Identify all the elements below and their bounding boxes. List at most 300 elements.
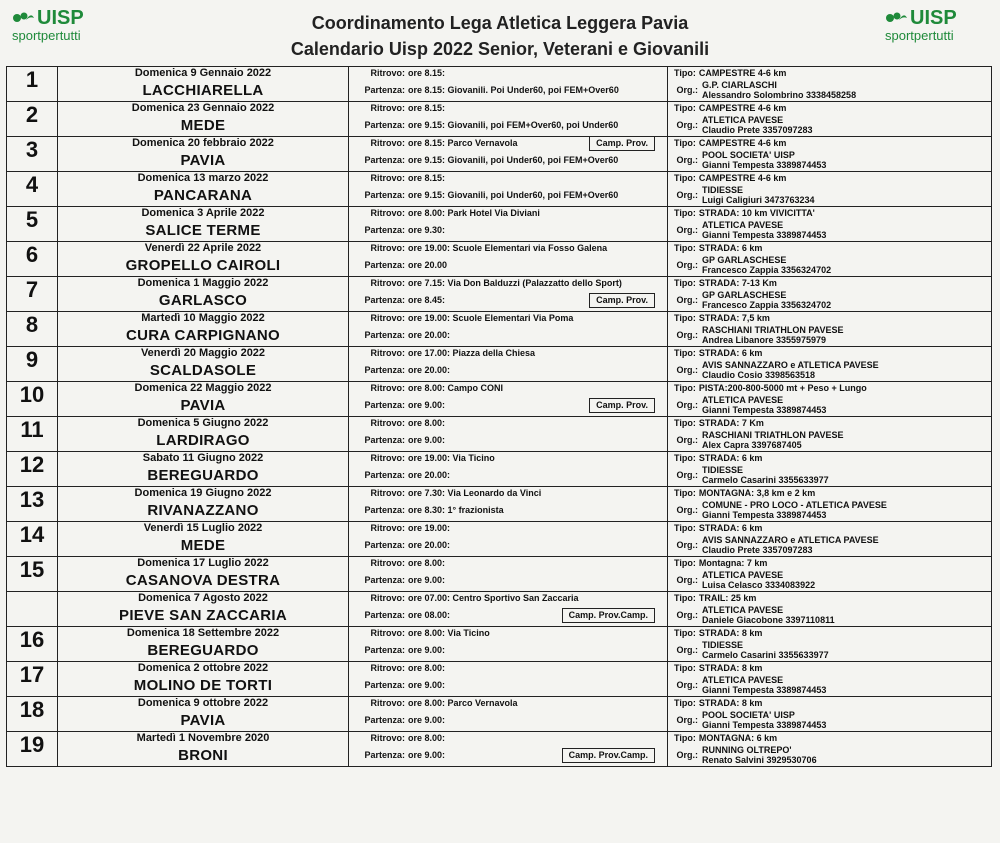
event-number: 10 bbox=[7, 382, 58, 417]
organizer-contact: Gianni Tempesta 3389874453 bbox=[702, 230, 827, 240]
tipo-label: Tipo: bbox=[674, 173, 696, 183]
ritrovo-value: ore 8.15: bbox=[408, 103, 446, 113]
event-location: LACCHIARELLA bbox=[142, 82, 264, 99]
partenza-value: ore 20.00: bbox=[408, 540, 451, 550]
event-cell bbox=[58, 347, 349, 382]
event-date: Domenica 18 Settembre 2022 bbox=[126, 627, 280, 639]
race-type: STRADA: 6 km bbox=[698, 348, 763, 358]
event-date: Domenica 20 febbraio 2022 bbox=[132, 137, 274, 149]
partenza-label: Partenza: bbox=[364, 645, 405, 655]
organizer-block bbox=[668, 149, 991, 171]
tipo-label: Tipo: bbox=[674, 453, 696, 463]
ritrovo-label: Ritrovo: bbox=[370, 383, 405, 393]
meeting-cell bbox=[349, 487, 668, 522]
partenza-label: Partenza: bbox=[364, 225, 405, 235]
event-location: PAVIA bbox=[180, 152, 226, 169]
race-type: CAMPESTRE 4-6 km bbox=[698, 103, 787, 113]
event-cell bbox=[58, 382, 349, 417]
partenza-line bbox=[349, 429, 667, 451]
event-date: Sabato 11 Giugno 2022 bbox=[142, 452, 264, 464]
ritrovo-label: Ritrovo: bbox=[370, 173, 405, 183]
organizer-block bbox=[668, 254, 991, 276]
partenza-label: Partenza: bbox=[364, 575, 405, 585]
event-number: 9 bbox=[7, 347, 58, 382]
org-label: Org.: bbox=[676, 575, 698, 585]
ritrovo-label: Ritrovo: bbox=[370, 593, 405, 603]
race-type-line bbox=[668, 102, 991, 114]
org-label: Org.: bbox=[676, 610, 698, 620]
event-number: 1 bbox=[7, 67, 58, 102]
race-type-line bbox=[668, 242, 991, 254]
race-type: STRADA: 10 km VIVICITTA' bbox=[698, 208, 815, 218]
tipo-label: Tipo: bbox=[674, 523, 696, 533]
table-row bbox=[7, 627, 992, 662]
event-number: 12 bbox=[7, 452, 58, 487]
event-number bbox=[7, 592, 58, 627]
ritrovo-value: ore 17.00: Piazza della Chiesa bbox=[408, 348, 536, 358]
race-type: CAMPESTRE 4-6 km bbox=[698, 138, 787, 148]
event-date: Domenica 17 Luglio 2022 bbox=[137, 557, 269, 569]
logo-tagline: sportpertutti bbox=[885, 28, 954, 43]
organizer-cell bbox=[668, 242, 992, 277]
meeting-cell bbox=[349, 67, 668, 102]
organizer-contact: Alex Capra 3397687405 bbox=[702, 440, 802, 450]
organizer-contact: Claudio Prete 3357097283 bbox=[702, 125, 813, 135]
tipo-label: Tipo: bbox=[674, 593, 696, 603]
table-row bbox=[7, 382, 992, 417]
event-location: SCALDASOLE bbox=[149, 362, 257, 379]
race-type-line bbox=[668, 732, 991, 744]
org-label: Org.: bbox=[676, 645, 698, 655]
event-number: 8 bbox=[7, 312, 58, 347]
meeting-cell bbox=[349, 522, 668, 557]
partenza-line bbox=[349, 79, 667, 101]
organizer-cell bbox=[668, 207, 992, 242]
organizer-name: TIDIESSE bbox=[702, 640, 744, 650]
event-cell bbox=[58, 417, 349, 452]
event-location: BEREGUARDO bbox=[147, 642, 259, 659]
race-type: MONTAGNA: 6 km bbox=[698, 733, 778, 743]
event-date: Domenica 9 Gennaio 2022 bbox=[134, 67, 272, 79]
document-titles bbox=[200, 10, 800, 62]
org-label: Org.: bbox=[676, 85, 698, 95]
partenza-value: ore 9.15: Giovanili, poi Under60, poi FEM+Over60 bbox=[408, 155, 619, 165]
organizer-name: ATLETICA PAVESE bbox=[702, 220, 784, 230]
table-row bbox=[7, 312, 992, 347]
organizer-cell bbox=[668, 557, 992, 592]
ritrovo-label: Ritrovo: bbox=[370, 558, 405, 568]
ritrovo-line bbox=[349, 242, 667, 254]
ritrovo-line bbox=[349, 522, 667, 534]
tipo-label: Tipo: bbox=[674, 103, 696, 113]
event-cell bbox=[58, 207, 349, 242]
organizer-details bbox=[698, 744, 817, 766]
ritrovo-line bbox=[349, 277, 667, 289]
logo-tagline: sportpertutti bbox=[12, 28, 81, 43]
org-label: Org.: bbox=[676, 435, 698, 445]
ritrovo-value: ore 8.00: bbox=[408, 733, 446, 743]
partenza-label: Partenza: bbox=[364, 295, 405, 305]
event-date: Martedì 1 Novembre 2020 bbox=[136, 732, 270, 744]
ritrovo-line bbox=[349, 417, 667, 429]
partenza-value: ore 9.00: bbox=[408, 400, 446, 410]
ritrovo-line bbox=[349, 172, 667, 184]
race-type-line bbox=[668, 522, 991, 534]
meeting-cell bbox=[349, 662, 668, 697]
event-number: 3 bbox=[7, 137, 58, 172]
ritrovo-label: Ritrovo: bbox=[370, 348, 405, 358]
event-location: BEREGUARDO bbox=[147, 467, 259, 484]
event-location: RIVANAZZANO bbox=[147, 502, 259, 519]
organizer-name: POOL SOCIETA' UISP bbox=[702, 150, 795, 160]
table-row bbox=[7, 207, 992, 242]
org-label: Org.: bbox=[676, 680, 698, 690]
tipo-label: Tipo: bbox=[674, 418, 696, 428]
event-location: MEDE bbox=[180, 117, 226, 134]
organizer-block bbox=[668, 709, 991, 731]
organizer-details bbox=[698, 534, 879, 556]
organizer-details bbox=[698, 79, 856, 101]
race-type: STRADA: 6 km bbox=[698, 453, 763, 463]
table-row bbox=[7, 732, 992, 767]
race-type-line bbox=[668, 487, 991, 499]
event-cell bbox=[58, 522, 349, 557]
table-row bbox=[7, 102, 992, 137]
organizer-name: G.P. CIARLASCHI bbox=[702, 80, 777, 90]
organizer-contact: Daniele Giacobone 3397110811 bbox=[702, 615, 835, 625]
race-type: Montagna: 7 km bbox=[698, 558, 768, 568]
organizer-details bbox=[698, 499, 887, 521]
organizer-cell bbox=[668, 312, 992, 347]
meeting-cell bbox=[349, 452, 668, 487]
ritrovo-value: ore 8.00: Parco Vernavola bbox=[408, 698, 518, 708]
ritrovo-label: Ritrovo: bbox=[370, 313, 405, 323]
event-location: GROPELLO CAIROLI bbox=[125, 257, 281, 274]
organizer-contact: Carmelo Casarini 3355633977 bbox=[702, 650, 829, 660]
ritrovo-value: ore 19.00: Scuole Elementari via Fosso Galena bbox=[408, 243, 608, 253]
organizer-cell bbox=[668, 172, 992, 207]
race-type: CAMPESTRE 4-6 km bbox=[698, 68, 787, 78]
table-row bbox=[7, 487, 992, 522]
tipo-label: Tipo: bbox=[674, 733, 696, 743]
race-type-line bbox=[668, 382, 991, 394]
event-cell bbox=[58, 452, 349, 487]
organizer-cell bbox=[668, 417, 992, 452]
ritrovo-line bbox=[349, 207, 667, 219]
meeting-cell bbox=[349, 207, 668, 242]
race-type-line bbox=[668, 277, 991, 289]
event-cell bbox=[58, 487, 349, 522]
org-label: Org.: bbox=[676, 225, 698, 235]
organizer-contact: Gianni Tempesta 3389874453 bbox=[702, 160, 827, 170]
race-type-line bbox=[668, 417, 991, 429]
race-type: TRAIL: 25 km bbox=[698, 593, 757, 603]
ritrovo-value: ore 7.30: Via Leonardo da Vinci bbox=[408, 488, 542, 498]
event-cell bbox=[58, 102, 349, 137]
event-number: 7 bbox=[7, 277, 58, 312]
uisp-logo-left bbox=[12, 8, 122, 43]
event-cell bbox=[58, 592, 349, 627]
meeting-cell bbox=[349, 172, 668, 207]
partenza-value: ore 9.30: bbox=[408, 225, 446, 235]
organizer-cell bbox=[668, 277, 992, 312]
championship-badge: Camp. Prov. bbox=[589, 398, 655, 413]
event-cell bbox=[58, 732, 349, 767]
championship-badge: Camp. Prov.Camp. bbox=[562, 608, 655, 623]
event-date: Domenica 3 Aprile 2022 bbox=[141, 207, 265, 219]
partenza-line bbox=[349, 254, 667, 276]
race-type: PISTA:200-800-5000 mt + Peso + Lungo bbox=[698, 383, 867, 393]
organizer-block bbox=[668, 534, 991, 556]
partenza-value: ore 9.15: Giovanili, poi Under60, poi FEM+Over60 bbox=[408, 190, 619, 200]
table-row bbox=[7, 522, 992, 557]
event-date: Venerdì 20 Maggio 2022 bbox=[140, 347, 266, 359]
championship-badge: Camp. Prov.Camp. bbox=[562, 748, 655, 763]
organizer-cell bbox=[668, 347, 992, 382]
ritrovo-line bbox=[349, 382, 667, 394]
partenza-label: Partenza: bbox=[364, 330, 405, 340]
table-row bbox=[7, 347, 992, 382]
event-location: SALICE TERME bbox=[145, 222, 261, 239]
partenza-line bbox=[349, 394, 667, 416]
ritrovo-label: Ritrovo: bbox=[370, 208, 405, 218]
organizer-contact: Carmelo Casarini 3355633977 bbox=[702, 475, 829, 485]
organizer-name: RASCHIANI TRIATHLON PAVESE bbox=[702, 325, 844, 335]
tipo-label: Tipo: bbox=[674, 488, 696, 498]
event-cell bbox=[58, 697, 349, 732]
race-type-line bbox=[668, 207, 991, 219]
event-cell bbox=[58, 242, 349, 277]
event-number: 11 bbox=[7, 417, 58, 452]
org-label: Org.: bbox=[676, 190, 698, 200]
organizer-cell bbox=[668, 592, 992, 627]
ritrovo-label: Ritrovo: bbox=[370, 628, 405, 638]
ritrovo-value: ore 19.00: Via Ticino bbox=[408, 453, 495, 463]
race-type-line bbox=[668, 592, 991, 604]
event-cell bbox=[58, 137, 349, 172]
event-date: Domenica 23 Gennaio 2022 bbox=[131, 102, 275, 114]
organizer-contact: Renato Salvini 3929530706 bbox=[702, 755, 817, 765]
organizer-block bbox=[668, 639, 991, 661]
event-location: PAVIA bbox=[180, 397, 226, 414]
calendar-body bbox=[7, 67, 992, 767]
organizer-cell bbox=[668, 382, 992, 417]
race-type: STRADA: 7 Km bbox=[698, 418, 764, 428]
org-label: Org.: bbox=[676, 715, 698, 725]
meeting-cell bbox=[349, 137, 668, 172]
organizer-details bbox=[698, 709, 826, 731]
tipo-label: Tipo: bbox=[674, 208, 696, 218]
tipo-label: Tipo: bbox=[674, 278, 696, 288]
partenza-line bbox=[349, 709, 667, 731]
ritrovo-line bbox=[349, 452, 667, 464]
org-label: Org.: bbox=[676, 750, 698, 760]
organizer-block bbox=[668, 219, 991, 241]
org-label: Org.: bbox=[676, 505, 698, 515]
organizer-name: RASCHIANI TRIATHLON PAVESE bbox=[702, 430, 844, 440]
organizer-details bbox=[698, 114, 813, 136]
meeting-cell bbox=[349, 732, 668, 767]
organizer-name: TIDIESSE bbox=[702, 185, 744, 195]
partenza-value: ore 8.15: Giovanili. Poi Under60, poi FEM+Over60 bbox=[408, 85, 619, 95]
organizer-details bbox=[698, 394, 826, 416]
tipo-label: Tipo: bbox=[674, 698, 696, 708]
event-date: Martedì 10 Maggio 2022 bbox=[141, 312, 265, 324]
logo-text: UISP bbox=[910, 7, 957, 29]
tipo-label: Tipo: bbox=[674, 243, 696, 253]
partenza-line bbox=[349, 744, 667, 766]
table-row bbox=[7, 172, 992, 207]
organizer-details bbox=[698, 604, 835, 626]
ritrovo-value: ore 8.00: Via Ticino bbox=[408, 628, 490, 638]
event-cell bbox=[58, 172, 349, 207]
partenza-value: ore 08.00: bbox=[408, 610, 451, 620]
partenza-label: Partenza: bbox=[364, 400, 405, 410]
partenza-label: Partenza: bbox=[364, 190, 405, 200]
ritrovo-label: Ritrovo: bbox=[370, 523, 405, 533]
organizer-name: ATLETICA PAVESE bbox=[702, 115, 784, 125]
org-label: Org.: bbox=[676, 540, 698, 550]
organizer-details bbox=[698, 254, 831, 276]
ritrovo-line bbox=[349, 347, 667, 359]
partenza-label: Partenza: bbox=[364, 470, 405, 480]
event-location: PAVIA bbox=[180, 712, 226, 729]
partenza-label: Partenza: bbox=[364, 505, 405, 515]
org-label: Org.: bbox=[676, 295, 698, 305]
race-type: STRADA: 6 km bbox=[698, 243, 763, 253]
uisp-logo-right bbox=[885, 8, 995, 43]
organizer-cell bbox=[668, 452, 992, 487]
organizer-details bbox=[698, 149, 826, 171]
ritrovo-line bbox=[349, 662, 667, 674]
organizer-name: TIDIESSE bbox=[702, 465, 744, 475]
ritrovo-line bbox=[349, 592, 667, 604]
ritrovo-value: ore 7.15: Via Don Balduzzi (Palazzatto dello Sport) bbox=[408, 278, 622, 288]
partenza-line bbox=[349, 499, 667, 521]
organizer-details bbox=[698, 184, 815, 206]
event-cell bbox=[58, 67, 349, 102]
tipo-label: Tipo: bbox=[674, 628, 696, 638]
partenza-label: Partenza: bbox=[364, 120, 405, 130]
partenza-label: Partenza: bbox=[364, 610, 405, 620]
organizer-block bbox=[668, 464, 991, 486]
organizer-block bbox=[668, 289, 991, 311]
organizer-name: ATLETICA PAVESE bbox=[702, 570, 784, 580]
organizer-cell bbox=[668, 662, 992, 697]
race-type: STRADA: 8 km bbox=[698, 698, 763, 708]
ritrovo-line bbox=[349, 487, 667, 499]
ritrovo-value: ore 8.15: Parco Vernavola bbox=[408, 138, 518, 148]
organizer-details bbox=[698, 674, 826, 696]
ritrovo-label: Ritrovo: bbox=[370, 103, 405, 113]
ritrovo-line bbox=[349, 697, 667, 709]
ritrovo-label: Ritrovo: bbox=[370, 733, 405, 743]
partenza-value: ore 20.00: bbox=[408, 365, 451, 375]
org-label: Org.: bbox=[676, 155, 698, 165]
meeting-cell bbox=[349, 382, 668, 417]
event-location: CURA CARPIGNANO bbox=[126, 327, 280, 344]
organizer-block bbox=[668, 429, 991, 451]
event-date: Domenica 13 marzo 2022 bbox=[137, 172, 269, 184]
partenza-value: ore 20.00: bbox=[408, 470, 451, 480]
ritrovo-label: Ritrovo: bbox=[370, 278, 405, 288]
event-date: Domenica 2 ottobre 2022 bbox=[137, 662, 269, 674]
table-row bbox=[7, 592, 992, 627]
ritrovo-value: ore 8.00: Park Hotel Via Diviani bbox=[408, 208, 540, 218]
race-type: CAMPESTRE 4-6 km bbox=[698, 173, 787, 183]
event-date: Venerdì 22 Aprile 2022 bbox=[144, 242, 262, 254]
organizer-block bbox=[668, 674, 991, 696]
partenza-label: Partenza: bbox=[364, 365, 405, 375]
organizer-name: AVIS SANNAZZARO e ATLETICA PAVESE bbox=[702, 535, 879, 545]
organizer-block bbox=[668, 324, 991, 346]
tipo-label: Tipo: bbox=[674, 558, 696, 568]
race-type-line bbox=[668, 312, 991, 324]
race-type-line bbox=[668, 172, 991, 184]
organizer-details bbox=[698, 324, 844, 346]
partenza-line bbox=[349, 219, 667, 241]
organizer-cell bbox=[668, 522, 992, 557]
org-label: Org.: bbox=[676, 120, 698, 130]
partenza-line bbox=[349, 639, 667, 661]
ritrovo-value: ore 19.00: Scuole Elementari Via Poma bbox=[408, 313, 574, 323]
organizer-block bbox=[668, 184, 991, 206]
table-row bbox=[7, 697, 992, 732]
ritrovo-label: Ritrovo: bbox=[370, 243, 405, 253]
event-cell bbox=[58, 627, 349, 662]
meeting-cell bbox=[349, 277, 668, 312]
partenza-line bbox=[349, 289, 667, 311]
ritrovo-label: Ritrovo: bbox=[370, 663, 405, 673]
race-type-line bbox=[668, 697, 991, 709]
partenza-label: Partenza: bbox=[364, 540, 405, 550]
organizer-contact: Claudio Prete 3357097283 bbox=[702, 545, 813, 555]
event-date: Domenica 1 Maggio 2022 bbox=[137, 277, 269, 289]
ritrovo-line bbox=[349, 732, 667, 744]
table-row bbox=[7, 67, 992, 102]
event-date: Venerdì 15 Luglio 2022 bbox=[143, 522, 263, 534]
ritrovo-value: ore 19.00: bbox=[408, 523, 451, 533]
event-number: 2 bbox=[7, 102, 58, 137]
race-type: STRADA: 8 km bbox=[698, 663, 763, 673]
partenza-value: ore 9.00: bbox=[408, 575, 446, 585]
event-number: 19 bbox=[7, 732, 58, 767]
event-number: 5 bbox=[7, 207, 58, 242]
ritrovo-value: ore 8.15: bbox=[408, 68, 446, 78]
organizer-details bbox=[698, 464, 829, 486]
partenza-label: Partenza: bbox=[364, 155, 405, 165]
organizer-contact: Gianni Tempesta 3389874453 bbox=[702, 720, 827, 730]
event-location: PANCARANA bbox=[153, 187, 253, 204]
tipo-label: Tipo: bbox=[674, 138, 696, 148]
meeting-cell bbox=[349, 697, 668, 732]
organizer-name: RUNNING OLTREPO' bbox=[702, 745, 792, 755]
race-type-line bbox=[668, 347, 991, 359]
race-type-line bbox=[668, 557, 991, 569]
table-row bbox=[7, 662, 992, 697]
organizer-name: AVIS SANNAZZARO e ATLETICA PAVESE bbox=[702, 360, 879, 370]
organizer-block bbox=[668, 744, 991, 766]
event-number: 14 bbox=[7, 522, 58, 557]
organizer-name: GP GARLASCHESE bbox=[702, 255, 787, 265]
race-type: STRADA: 8 km bbox=[698, 628, 763, 638]
event-cell bbox=[58, 312, 349, 347]
meeting-cell bbox=[349, 417, 668, 452]
race-type: STRADA: 7-13 Km bbox=[698, 278, 777, 288]
event-number: 13 bbox=[7, 487, 58, 522]
table-row bbox=[7, 417, 992, 452]
partenza-value: ore 8.30: 1° frazionista bbox=[408, 505, 504, 515]
